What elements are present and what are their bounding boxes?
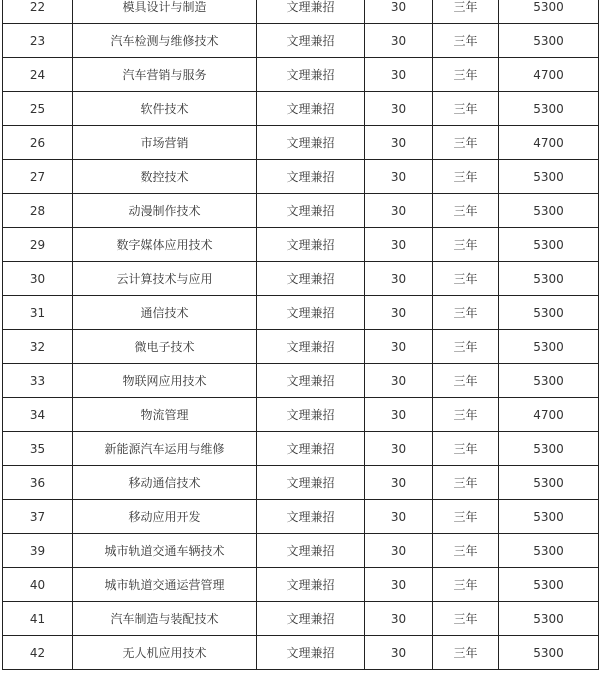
cell-category: 文理兼招 [257,432,365,466]
cell-number: 29 [3,228,73,262]
cell-major: 动漫制作技术 [73,194,257,228]
table-body [3,0,599,670]
cell-number: 32 [3,330,73,364]
cell-major: 城市轨道交通车辆技术 [73,534,257,568]
cell-major: 移动通信技术 [73,466,257,500]
cell-major: 云计算技术与应用 [73,262,257,296]
table-row [3,568,599,602]
cell-category: 文理兼招 [257,194,365,228]
cell-fee: 5300 [499,330,599,364]
cell-category: 文理兼招 [257,228,365,262]
cell-major: 市场营销 [73,126,257,160]
table-row [3,126,599,160]
cell-plan: 30 [365,24,433,58]
cell-fee: 5300 [499,262,599,296]
cell-category: 文理兼招 [257,500,365,534]
cell-major: 数字媒体应用技术 [73,228,257,262]
cell-fee: 5300 [499,602,599,636]
table-row [3,534,599,568]
cell-plan: 30 [365,92,433,126]
cell-number: 36 [3,466,73,500]
cell-plan: 30 [365,194,433,228]
table-row [3,296,599,330]
cell-fee: 4700 [499,126,599,160]
cell-number: 30 [3,262,73,296]
cell-duration: 三年 [433,568,499,602]
cell-number: 22 [3,0,73,24]
table-row [3,500,599,534]
cell-plan: 30 [365,160,433,194]
cell-plan: 30 [365,602,433,636]
cell-category: 文理兼招 [257,160,365,194]
cell-major: 汽车制造与装配技术 [73,602,257,636]
cell-fee: 4700 [499,58,599,92]
cell-duration: 三年 [433,194,499,228]
cell-major: 物流管理 [73,398,257,432]
cell-fee: 5300 [499,296,599,330]
cell-plan: 30 [365,0,433,24]
cell-major: 无人机应用技术 [73,636,257,670]
table-row [3,330,599,364]
cell-duration: 三年 [433,330,499,364]
cell-duration: 三年 [433,296,499,330]
table-row [3,58,599,92]
cell-plan: 30 [365,126,433,160]
cell-category: 文理兼招 [257,24,365,58]
cell-fee: 5300 [499,92,599,126]
cell-plan: 30 [365,636,433,670]
cell-fee: 5300 [499,500,599,534]
table-row [3,432,599,466]
cell-category: 文理兼招 [257,568,365,602]
cell-duration: 三年 [433,500,499,534]
cell-category: 文理兼招 [257,92,365,126]
cell-duration: 三年 [433,636,499,670]
cell-number: 42 [3,636,73,670]
cell-number: 35 [3,432,73,466]
cell-duration: 三年 [433,0,499,24]
cell-duration: 三年 [433,58,499,92]
cell-fee: 5300 [499,24,599,58]
cell-major: 汽车营销与服务 [73,58,257,92]
cell-major: 城市轨道交通运营管理 [73,568,257,602]
cell-major: 微电子技术 [73,330,257,364]
table-row [3,0,599,24]
cell-major: 移动应用开发 [73,500,257,534]
cell-major: 数控技术 [73,160,257,194]
table-row [3,364,599,398]
cell-number: 25 [3,92,73,126]
enrollment-table [2,0,599,670]
table-row [3,466,599,500]
cell-category: 文理兼招 [257,636,365,670]
cell-duration: 三年 [433,24,499,58]
cell-number: 37 [3,500,73,534]
cell-duration: 三年 [433,160,499,194]
cell-category: 文理兼招 [257,58,365,92]
cell-category: 文理兼招 [257,330,365,364]
cell-number: 39 [3,534,73,568]
cell-plan: 30 [365,432,433,466]
table-row [3,602,599,636]
table-row [3,228,599,262]
cell-plan: 30 [365,330,433,364]
cell-major: 软件技术 [73,92,257,126]
cell-number: 31 [3,296,73,330]
cell-category: 文理兼招 [257,126,365,160]
cell-number: 24 [3,58,73,92]
cell-category: 文理兼招 [257,296,365,330]
cell-fee: 5300 [499,364,599,398]
table-row [3,636,599,670]
cell-fee: 5300 [499,0,599,24]
cell-major: 物联网应用技术 [73,364,257,398]
cell-duration: 三年 [433,262,499,296]
cell-category: 文理兼招 [257,398,365,432]
table-row [3,160,599,194]
cell-plan: 30 [365,228,433,262]
cell-plan: 30 [365,534,433,568]
cell-fee: 4700 [499,398,599,432]
cell-plan: 30 [365,466,433,500]
table-row [3,24,599,58]
cell-fee: 5300 [499,466,599,500]
cell-number: 27 [3,160,73,194]
table-row [3,194,599,228]
cell-plan: 30 [365,262,433,296]
cell-major: 模具设计与制造 [73,0,257,24]
cell-duration: 三年 [433,398,499,432]
cell-category: 文理兼招 [257,262,365,296]
cell-duration: 三年 [433,432,499,466]
cell-duration: 三年 [433,602,499,636]
cell-plan: 30 [365,58,433,92]
table-row [3,398,599,432]
cell-fee: 5300 [499,194,599,228]
table-row [3,262,599,296]
cell-duration: 三年 [433,92,499,126]
cell-plan: 30 [365,568,433,602]
cell-duration: 三年 [433,534,499,568]
cell-fee: 5300 [499,636,599,670]
cell-major: 新能源汽车运用与维修 [73,432,257,466]
cell-fee: 5300 [499,432,599,466]
cell-category: 文理兼招 [257,364,365,398]
cell-fee: 5300 [499,568,599,602]
cell-fee: 5300 [499,534,599,568]
cell-number: 33 [3,364,73,398]
cell-number: 23 [3,24,73,58]
cell-category: 文理兼招 [257,602,365,636]
cell-major: 汽车检测与维修技术 [73,24,257,58]
cell-category: 文理兼招 [257,0,365,24]
cell-plan: 30 [365,364,433,398]
cell-number: 28 [3,194,73,228]
cell-plan: 30 [365,398,433,432]
cell-category: 文理兼招 [257,466,365,500]
cell-number: 26 [3,126,73,160]
cell-duration: 三年 [433,126,499,160]
cell-duration: 三年 [433,364,499,398]
cell-number: 40 [3,568,73,602]
cell-duration: 三年 [433,228,499,262]
cell-plan: 30 [365,500,433,534]
cell-fee: 5300 [499,228,599,262]
cell-number: 34 [3,398,73,432]
cell-plan: 30 [365,296,433,330]
table-row [3,92,599,126]
cell-category: 文理兼招 [257,534,365,568]
cell-number: 41 [3,602,73,636]
cell-duration: 三年 [433,466,499,500]
cell-fee: 5300 [499,160,599,194]
cell-major: 通信技术 [73,296,257,330]
